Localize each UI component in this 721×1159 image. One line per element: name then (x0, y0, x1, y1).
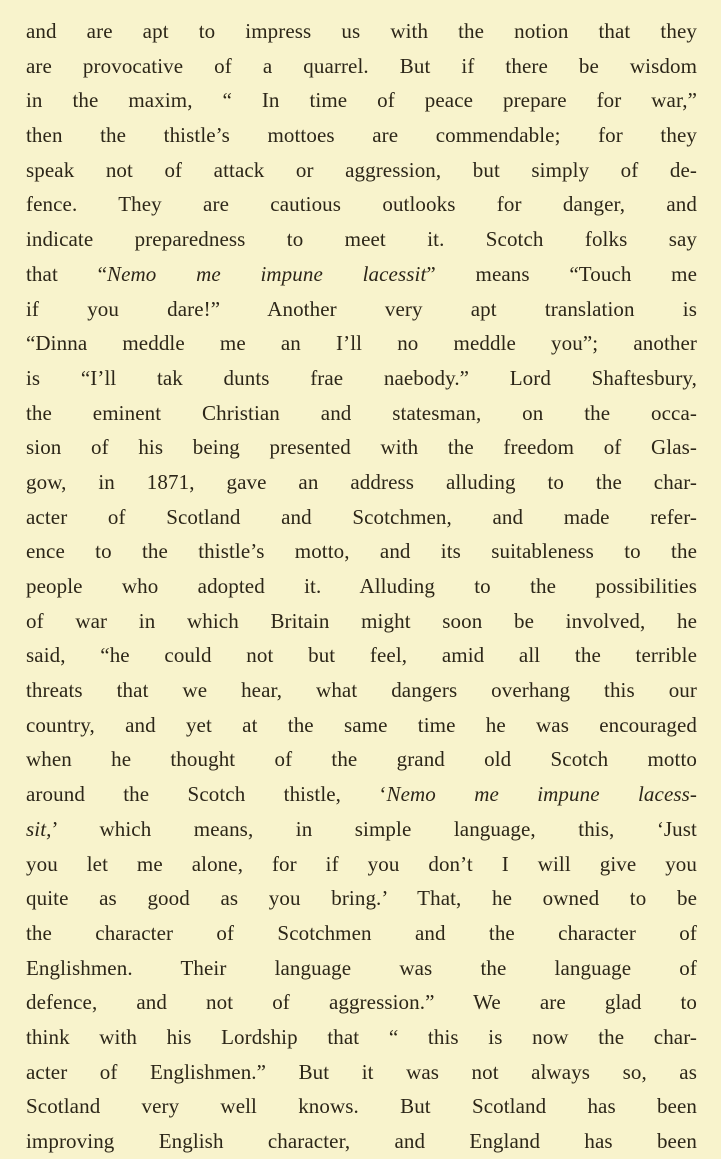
italic-text: Nemo me impune lacess- (386, 782, 697, 807)
text-line (26, 396, 697, 431)
text-line (26, 153, 697, 188)
text-line (26, 1055, 697, 1090)
text-run: quite as good as you bring.’ That, he owned to be (26, 886, 697, 911)
text-line (26, 187, 697, 222)
text-line (26, 951, 697, 986)
text-line (26, 534, 697, 569)
text-run: fence. They are cautious outlooks for danger, and (26, 192, 697, 217)
text-line (26, 847, 697, 882)
text-run: indicate preparedness to meet it. Scotch folks say (26, 227, 697, 252)
text-run: acter of Scotland and Scotchmen, and made refer- (26, 504, 697, 529)
text-run: if you dare!” Another very apt translation is (26, 296, 697, 321)
text-line (26, 881, 697, 916)
text-run: around the Scotch thistle, ‘ (26, 782, 387, 807)
text-run: said, “he could not but feel, amid all the terrible (26, 643, 697, 668)
text-run: that “ (26, 261, 108, 286)
text-run: when he thought of the grand old Scotch motto (26, 747, 697, 772)
text-line (26, 83, 697, 118)
text-run: ” means “Touch me (426, 261, 697, 286)
text-run: speak not of attack or aggression, but simply of de- (26, 157, 697, 182)
text-run: of war in which Britain might soon be involved, he (26, 608, 697, 633)
text-line (26, 985, 697, 1020)
body-text (26, 14, 697, 1159)
text-run: is “I’ll tak dunts frae naebody.” Lord Shaftesbury, (26, 365, 697, 390)
text-run: ’ which means, in simple language, this, ‘Just (51, 816, 697, 841)
text-line (26, 638, 697, 673)
text-run: acter of Englishmen.” But it was not always so, as (26, 1059, 697, 1084)
text-run: in the maxim, “ In time of peace prepare for war,” (26, 88, 697, 113)
text-line (26, 361, 697, 396)
text-run: the eminent Christian and statesman, on the occa- (26, 400, 697, 425)
text-line (26, 465, 697, 500)
text-line (26, 222, 697, 257)
text-line (26, 1124, 697, 1159)
text-line (26, 742, 697, 777)
text-line (26, 257, 697, 292)
text-run: the character of Scotchmen and the character of (26, 920, 697, 945)
text-line (26, 1089, 697, 1124)
text-run: Scotland very well knows. But Scotland has been (26, 1094, 697, 1119)
text-line (26, 326, 697, 361)
text-line (26, 604, 697, 639)
text-line (26, 569, 697, 604)
text-line (26, 673, 697, 708)
text-run: people who adopted it. Alluding to the possibilities (26, 574, 697, 598)
text-run: sion of his being presented with the freedom of Glas- (26, 435, 697, 460)
text-run: Englishmen. Their language was the language of (26, 955, 697, 980)
text-line (26, 49, 697, 84)
text-run: are provocative of a quarrel. But if there be wisdom (26, 53, 697, 78)
text-run: then the thistle’s mottoes are commendable; for they (26, 123, 697, 148)
text-run: gow, in 1871, gave an address alluding to the char- (26, 469, 697, 494)
text-line (26, 916, 697, 951)
text-run: ence to the thistle’s motto, and its suitableness to the (26, 539, 697, 564)
text-line (26, 292, 697, 327)
italic-text: sit, (26, 816, 52, 841)
text-line (26, 14, 697, 49)
text-line (26, 430, 697, 465)
text-run: “Dinna meddle me an I’ll no meddle you”; another (26, 331, 697, 356)
text-line (26, 812, 697, 847)
text-line (26, 777, 697, 812)
italic-text: Nemo me impune lacessit (107, 261, 427, 286)
text-line (26, 708, 697, 743)
text-line (26, 500, 697, 535)
text-run: improving English character, and England has been (26, 1129, 697, 1153)
text-run: country, and yet at the same time he was encouraged (26, 712, 697, 737)
text-line (26, 118, 697, 153)
text-line (26, 1020, 697, 1055)
text-run: threats that we hear, what dangers overhang this our (26, 678, 697, 703)
text-run: you let me alone, for if you don’t I will give you (26, 851, 697, 876)
text-run: defence, and not of aggression.” We are glad to (26, 990, 697, 1015)
text-run: think with his Lordship that “ this is now the char- (26, 1024, 697, 1049)
text-run: and are apt to impress us with the notion that they (26, 19, 697, 43)
